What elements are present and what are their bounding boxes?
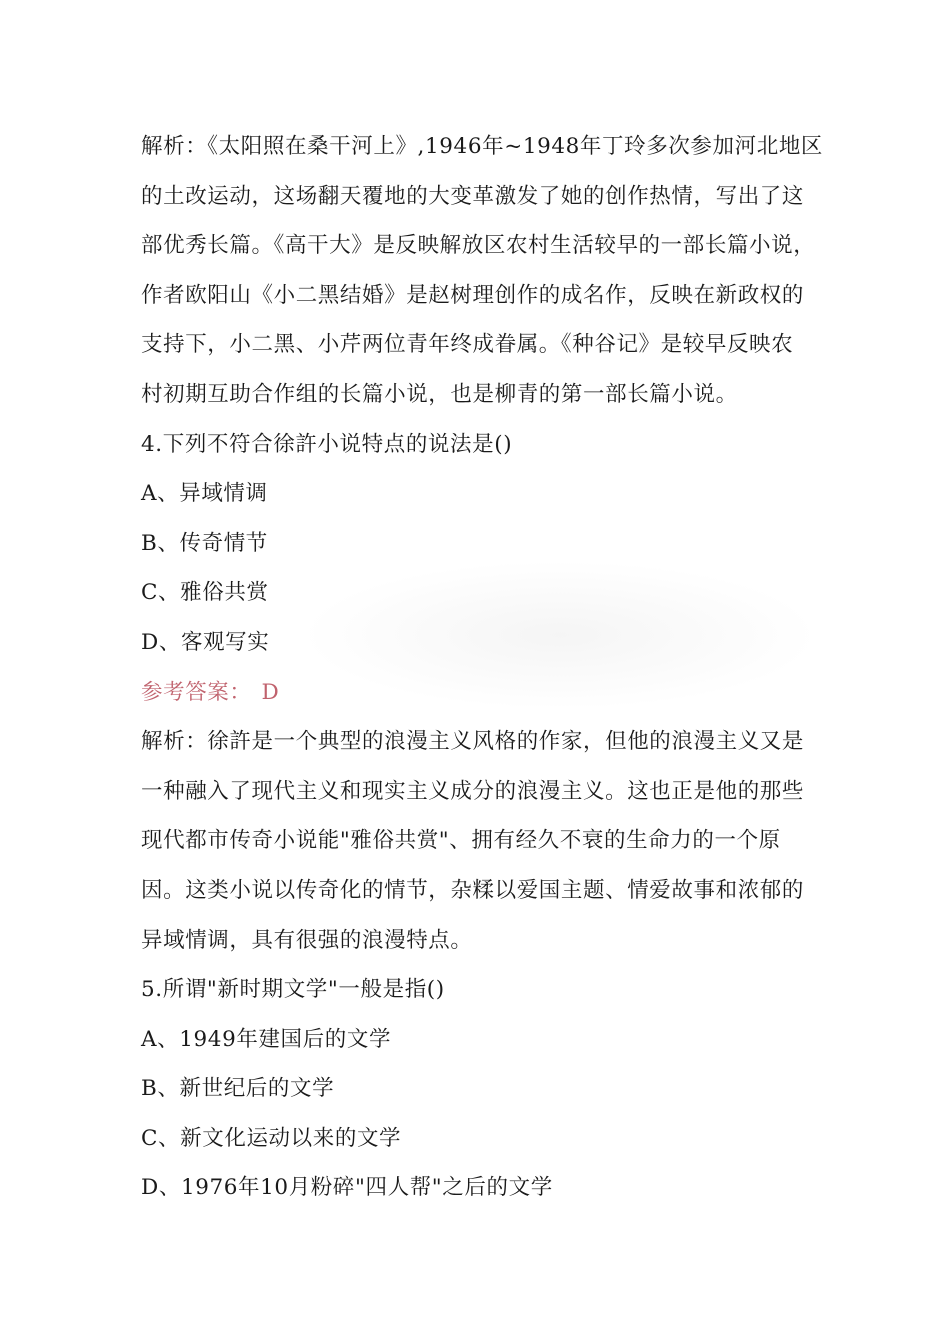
q4-option-b: B、传奇情节 [141,530,268,556]
q5-option-b: B、新世纪后的文学 [141,1076,335,1102]
q4-option-d: D、客观写实 [141,629,270,655]
q4-reference-answer [141,668,811,718]
q3-analysis-line: 部优秀长篇。《高干大》是反映解放区农村生活较早的一部长篇小说， [141,233,816,259]
q5-option-d: D、1976年10月粉碎"四人帮"之后的文学 [141,1175,553,1201]
q4-option-a: A、异域情调 [141,481,268,507]
q3-analysis-line: 的土改运动，这场翻天覆地的大变革激发了她的创作热情，写出了这 [141,183,805,209]
q3-analysis-line: 支持下，小二黑、小芹两位青年终成眷属。《种谷记》是较早反映农 [141,332,794,358]
q5-option-a: A、1949年建国后的文学 [141,1026,392,1052]
q5-option-c: C、新文化运动以来的文学 [141,1125,402,1151]
q4-analysis-line: 一种融入了现代主义和现实主义成分的浪漫主义。这也正是他的那些 [141,778,805,804]
q4-analysis-line: 异域情调，具有很强的浪漫特点。 [141,927,473,953]
q3-analysis-line: 村初期互助合作组的长篇小说，也是柳青的第一部长篇小说。 [141,381,738,407]
q5-stem: 5.所谓"新时期文学"一般是指() [141,977,445,1003]
q4-analysis-line: 解析：徐許是一个典型的浪漫主义风格的作家，但他的浪漫主义又是 [141,729,805,755]
q3-analysis-line: 解析：《太阳照在桑干河上》,1946年~1948年丁玲多次参加河北地区 [141,134,824,159]
answer-value: D [261,679,280,705]
q4-analysis-line: 现代都市传奇小说能"雅俗共赏"、拥有经久不衰的生命力的一个原 [141,828,781,854]
q4-analysis-line: 因。这类小说以传奇化的情节，杂糅以爱国主题、情爱故事和浓郁的 [141,877,805,903]
q4-option-c: C、雅俗共赏 [141,580,269,606]
document-page [141,122,824,1213]
q4-stem: 4.下列不符合徐許小说特点的说法是() [141,431,513,457]
q3-analysis-line: 作者欧阳山《小二黑结婚》是赵树理创作的成名作，反映在新政权的 [141,282,805,308]
answer-label: 参考答案： [141,679,252,705]
